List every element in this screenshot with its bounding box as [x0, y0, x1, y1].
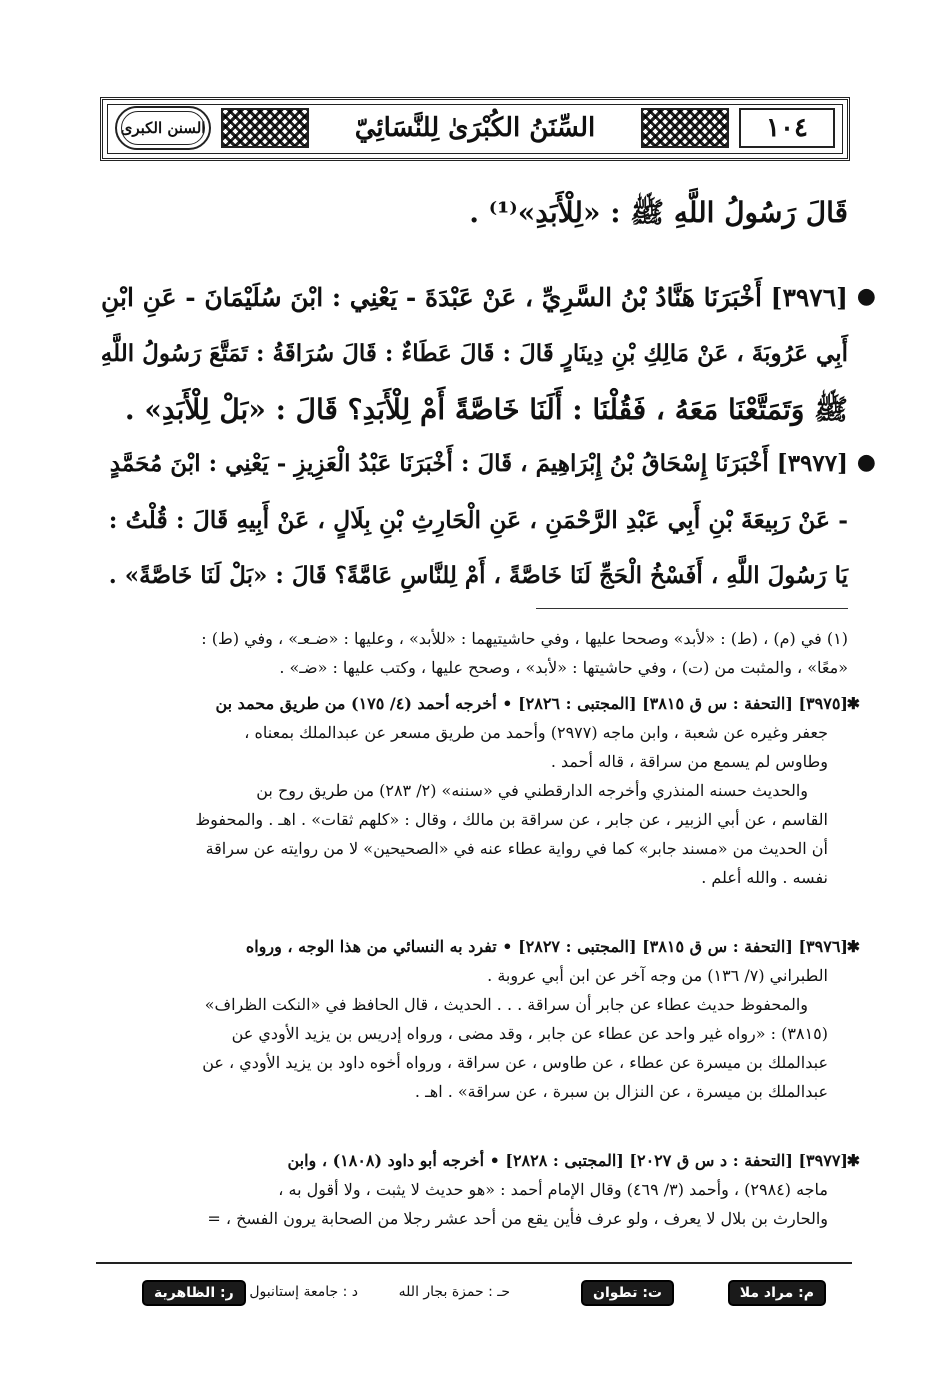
seal-text: السنن الكبرى: [120, 119, 206, 137]
asterisk-icon: ✱: [846, 937, 860, 956]
main-line: ﷺ وَتَمَتَّعْنَا مَعَهُ ، فَقُلْنَا : أَلَنَا خَاصَّةً أَمْ لِلْأَبَدِ؟ قَالَ : «بَلْ لِلْأَبَدِ» .: [124, 393, 848, 426]
note-line: عبدالملك بن ميسرة عن عطاء ، عن طاوس ، عن سراقة ، ورواه أخوه داود بن يزيد الأودي ، عن: [202, 1053, 828, 1072]
main-line: - عَنْ رَبِيعَةَ بْنِ أَبِي عَبْدِ الرَّحْمَنِ ، عَنِ الْحَارِثِ بْنِ بِلَالٍ ، عَنْ أَبِيهِ قَالَ : قُلْتُ :: [108, 506, 848, 534]
note-line: القاسم ، عن أبي الزبير ، عن جابر ، عن سراقة بن مالك ، وقال : «كلهم ثقات» . اهـ . والمحفوظ: [195, 810, 828, 829]
main-line: أَبِي عَرُوبَةَ ، عَنْ مَالِكِ بْنِ دِينَارٍ قَالَ : قَالَ عَطَاءٌ : قَالَ سُرَاقَةُ : تَمَتَّعَ رَسُولُ اللَّهِ: [100, 340, 848, 367]
note-line: أن الحديث من «مسند جابر» كما في رواية عطاء عنه في «الصحيحين» لا من روايته عن سراقة: [205, 839, 828, 858]
page-header: [100, 97, 850, 161]
note-line: (١) في (م) ، (ط) : «لأبد» وصححا عليها ، وفي حاشيتيهما : «للأبد» ، وعليها : «ضـعـ» ، وفي (ط) :: [201, 629, 848, 648]
manuscript-sigla-footer: [98, 1272, 850, 1312]
commentary-3975: [96, 689, 860, 892]
note-line: الطبراني (٧/ ١٣٦) من وجه آخر عن ابن أبي عروبة .: [487, 966, 828, 985]
hadith-3976: [98, 270, 876, 438]
note-line: والحديث حسنه المنذري وأخرجه الدارقطني في «سننه» (٢/ ٢٨٣) من طريق روح بن: [256, 781, 808, 800]
main-line: [٣٩٧٦] أَخْبَرَنَا هَنَّادُ بْنُ السَّرِيِّ ، عَنْ عَبْدَةَ - يَعْنِي : ابْنَ سُلَيْمَانَ - عَنِ ابْنِ: [100, 283, 848, 312]
footnote-1: [96, 624, 848, 682]
seal-ring: [121, 111, 205, 145]
siglum-r: ر: الظاهرية: [142, 1280, 246, 1306]
note-line: والحارث بن بلال لا يعرف ، ولو عرف فأين يقع من أحد عشر رجلا من الصحابة يرون الفسخ ، =: [207, 1209, 828, 1228]
note-line: «معًا» ، والمثبت من (ت) ، وفي حاشيتها : «لأبد» ، وصحح عليها ، وكتب عليها : «ضـ» .: [279, 658, 848, 677]
siglum-t: ت: تطوان: [581, 1280, 674, 1306]
note-line: [٣٩٧٥] [التحفة : س ق ٣٨١٥] [المجتبى : ٢٨٢٦] • أخرجه أحمد (٤/ ١٧٥) من طريق محمد بن: [215, 694, 848, 713]
book-seal-logo: [115, 106, 211, 150]
note-line: ماجه (٢٩٨٤) ، وأحمد (٣/ ٤٦٩) وقال الإمام أحمد : «هو حديث لا يثبت ، ولا أقول به ،: [278, 1180, 828, 1199]
siglum-d: د : جامعة إستانبول: [249, 1284, 358, 1300]
siglum-h: حـ : حمزة بجار الله: [398, 1284, 510, 1300]
note-line: والمحفوظ حديث عطاء عن جابر أن سراقة . . . الحديث ، قال الحافظ في «النكت الظراف»: [204, 995, 808, 1014]
asterisk-icon: ✱: [846, 694, 860, 713]
page-number: ١٠٤: [739, 108, 835, 148]
book-title: السِّنَنُ الكُبْرَىٰ لِلنَّسَائِيّ: [354, 113, 596, 143]
hadith-3977: [98, 436, 876, 604]
header-ornament-left: [221, 108, 309, 148]
note-line: [٣٩٧٦] [التحفة : س ق ٣٨١٥] [المجتبى : ٢٨٢٧] • تفرد به النسائي من هذا الوجه ، ورواه: [245, 937, 848, 956]
bullet-icon: ●: [856, 284, 876, 309]
note-line: نفسه . والله أعلم .: [701, 868, 828, 887]
siglum-m: م: مراد ملا: [728, 1280, 826, 1306]
note-line: وطاوس لم يسمع من سراقة ، قاله أحمد .: [550, 752, 828, 771]
asterisk-icon: ✱: [846, 1151, 860, 1170]
main-line: قَالَ رَسُولُ اللَّهِ ﷺ : «لِلْأَبَدِ»⁽¹⁾ .: [469, 196, 848, 229]
main-line: يَا رَسُولَ اللَّهِ ، أَفَسْخُ الْحَجِّ لَنَا خَاصَّةً ، أَمْ لِلنَّاسِ عَامَّةً؟ قَالَ : «بَلْ لَنَا خَاصَّةً» .: [108, 562, 848, 589]
note-line: (٣٨١٥) : «رواه غير واحد عن عطاء عن جابر ، وقد مضى ، ورواه إدريس بن يزيد الأودي عن: [231, 1024, 828, 1043]
note-line: عبدالملك بن ميسرة ، عن النزال بن سبرة ، عن سراقة» . اهـ .: [414, 1082, 828, 1101]
main-line: [٣٩٧٧] أَخْبَرَنَا إِسْحَاقُ بْنُ إِبْرَاهِيمَ ، قَالَ : أَخْبَرَنَا عَبْدُ الْعَزِيزِ - يَعْنِي : ابْنَ مُحَمَّدٍ: [109, 450, 848, 477]
intro-line: [98, 185, 848, 241]
footnote-separator: [536, 608, 848, 609]
note-line: جعفر وغيره عن شعبة ، وابن ماجه (٢٩٧٧) وأحمد من طريق مسعر عن عبدالملك بمعناه ،: [244, 723, 828, 742]
commentary-3977: [96, 1146, 860, 1233]
footer-rule: [96, 1262, 852, 1264]
note-line: [٣٩٧٧] [التحفة : د س ق ٢٠٢٧] [المجتبى : ٢٨٢٨] • أخرجه أبو داود (١٨٠٨) ، وابن: [287, 1151, 848, 1170]
bullet-icon: ●: [856, 450, 876, 475]
commentary-3976: [96, 932, 860, 1106]
header-ornament-right: [641, 108, 729, 148]
